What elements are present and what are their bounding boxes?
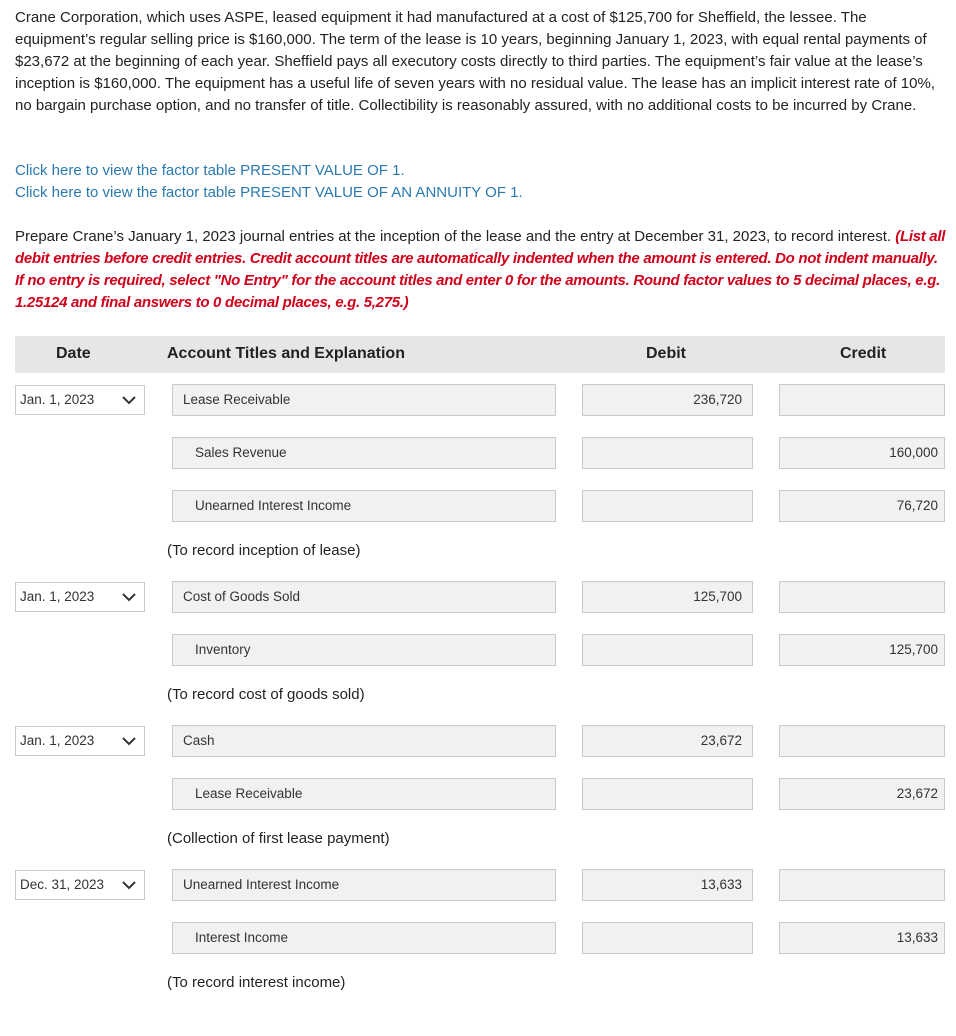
chevron-down-icon (122, 592, 136, 602)
entry-explanation: (To record interest income) (167, 974, 346, 991)
credit-field[interactable]: 125,700 (779, 634, 945, 666)
credit-field[interactable] (779, 384, 945, 416)
credit-field[interactable]: 160,000 (779, 437, 945, 469)
credit-field[interactable] (779, 581, 945, 613)
date-value: Dec. 31, 2023 (20, 877, 105, 892)
question-prompt (15, 226, 950, 314)
credit-field[interactable] (779, 725, 945, 757)
chevron-down-icon (122, 736, 136, 746)
debit-field[interactable] (582, 778, 753, 810)
date-select[interactable] (15, 582, 145, 612)
factor-table-links (15, 160, 523, 204)
credit-field[interactable]: 23,672 (779, 778, 945, 810)
date-select[interactable] (15, 870, 145, 900)
date-header: Date (56, 345, 91, 362)
date-select[interactable] (15, 726, 145, 756)
journal-table-header (15, 336, 945, 373)
credit-header: Credit (840, 345, 887, 362)
debit-field[interactable] (582, 437, 753, 469)
entry-explanation: (To record inception of lease) (167, 542, 361, 559)
entry-explanation: (To record cost of goods sold) (167, 686, 365, 703)
debit-field[interactable] (582, 922, 753, 954)
date-value: Jan. 1, 2023 (20, 392, 95, 407)
account-title-field[interactable]: Inventory (172, 634, 556, 666)
debit-field[interactable] (582, 490, 753, 522)
chevron-down-icon (122, 880, 136, 890)
prompt-text: Prepare Crane’s January 1, 2023 journal entries at the inception of the lease and the entry at December 31, 2023, to record interest. (15, 228, 892, 245)
debit-field[interactable]: 236,720 (582, 384, 753, 416)
date-value: Jan. 1, 2023 (20, 589, 95, 604)
problem-statement: Crane Corporation, which uses ASPE, leased equipment it had manufactured at a cost of $125,700 for Sheffield, the lessee. The equipment’s regular selling price is $160,000. The term of the lease is 10 years, beginning January 1, 2023, with equal rental payments of $23,672 at the beginning of each year. Sheffield pays all executory costs directly to third parties. The equipment’s fair value at the lease’s inception is $160,000. The equipment has a useful life of seven years with no residual value. The lease has an implicit interest rate of 10%, no bargain purchase option, and no transfer of title. Collectibility is reasonably assured, with no additional costs to be incurred by Crane. (15, 9, 935, 114)
debit-field[interactable] (582, 634, 753, 666)
debit-field[interactable]: 23,672 (582, 725, 753, 757)
debit-field[interactable]: 13,633 (582, 869, 753, 901)
account-title-field[interactable]: Unearned Interest Income (172, 869, 556, 901)
account-title-field[interactable]: Sales Revenue (172, 437, 556, 469)
credit-field[interactable]: 76,720 (779, 490, 945, 522)
account-header: Account Titles and Explanation (167, 345, 405, 362)
debit-header: Debit (646, 345, 686, 362)
date-value: Jan. 1, 2023 (20, 733, 95, 748)
credit-field[interactable]: 13,633 (779, 922, 945, 954)
account-title-field[interactable]: Lease Receivable (172, 384, 556, 416)
account-title-field[interactable]: Cost of Goods Sold (172, 581, 556, 613)
account-title-field[interactable]: Cash (172, 725, 556, 757)
account-title-field[interactable]: Interest Income (172, 922, 556, 954)
date-select[interactable] (15, 385, 145, 415)
pv-of-1-link[interactable]: Click here to view the factor table PRESENT VALUE OF 1. (15, 162, 405, 179)
entry-explanation: (Collection of first lease payment) (167, 830, 390, 847)
chevron-down-icon (122, 395, 136, 405)
account-title-field[interactable]: Unearned Interest Income (172, 490, 556, 522)
debit-field[interactable]: 125,700 (582, 581, 753, 613)
prompt-instructions: (List all debit entries before credit entries. Credit account titles are automatically indented when the amount is entered. Do not indent manually. If no entry is required, select "No Entry" for the account titles and enter 0 for the amounts. Round factor values to 5 decimal places, e.g. 1.25124 and final answers to 0 decimal places, e.g. 5,275.) (15, 228, 946, 311)
pv-annuity-link[interactable]: Click here to view the factor table PRESENT VALUE OF AN ANNUITY OF 1. (15, 184, 523, 201)
account-title-field[interactable]: Lease Receivable (172, 778, 556, 810)
credit-field[interactable] (779, 869, 945, 901)
